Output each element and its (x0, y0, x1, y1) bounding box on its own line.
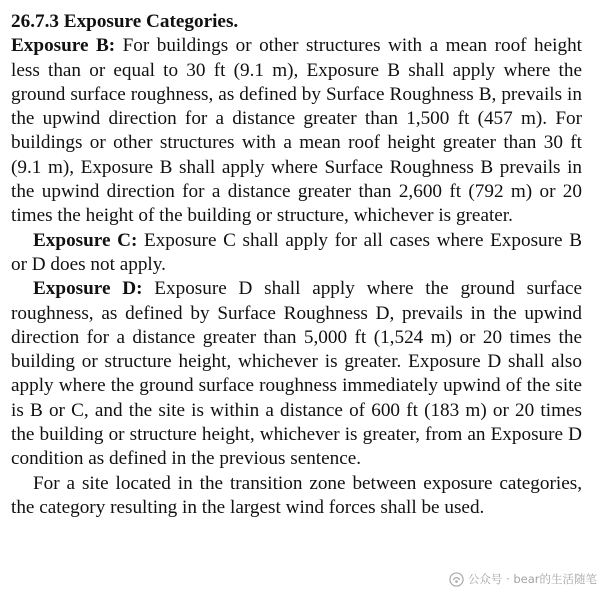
term-exposure-b: Exposure B: (11, 35, 116, 57)
term-exposure-d: Exposure D: (33, 278, 143, 300)
paragraph-exposure-d-text: Exposure D shall apply where the ground surface roughness, as defined by Surface Roughness D, prevails in the upwind direction for a distance greater than 5,000 ft (1,524 m) or 20 times the building or structure height, whichever is greater. Exposure D shall also apply where the ground surface roughness immediately upwind of the site is B or C, and the site is within a distance of 600 ft (183 m) or 20 times the building or structure height, whichever is greater, from an Exposure D condition as defined in the previous sentence. (11, 278, 582, 470)
watermark-text: 公众号 · bear的生活随笔 (467, 572, 597, 586)
document-body (11, 10, 582, 520)
paragraph-transition-zone: For a site located in the transition zone between exposure categories, the category resulting in the largest wind forces shall be used. (11, 472, 582, 518)
paragraph-exposure-d (11, 277, 582, 471)
term-exposure-c: Exposure C: (33, 229, 138, 251)
wechat-official-account-icon (449, 572, 464, 587)
paragraph-exposure-c (11, 229, 582, 278)
section-heading: 26.7.3 Exposure Categories. (11, 11, 239, 32)
watermark (449, 571, 597, 587)
paragraph-exposure-b (11, 34, 582, 228)
paragraph-exposure-b-text: For buildings or other structures with a mean roof height less than or equal to 30 ft (9.1 m), Exposure B shall apply where the ground surface roughness, as defined by Surface Roughness B, prevails in the upwind direction for a distance greater than 1,500 ft (457 m). For buildings or other structures with a mean roof height greater than 30 ft (9.1 m), Exposure B shall apply where Surface Roughness B prevails in the upwind direction for a distance greater than 2,600 ft (792 m) or 20 times the height of the building or structure, whichever is greater. (11, 35, 582, 227)
paragraph-exposure-c-text: Exposure C shall apply for all cases where Exposure B or D does not apply. (11, 229, 582, 275)
